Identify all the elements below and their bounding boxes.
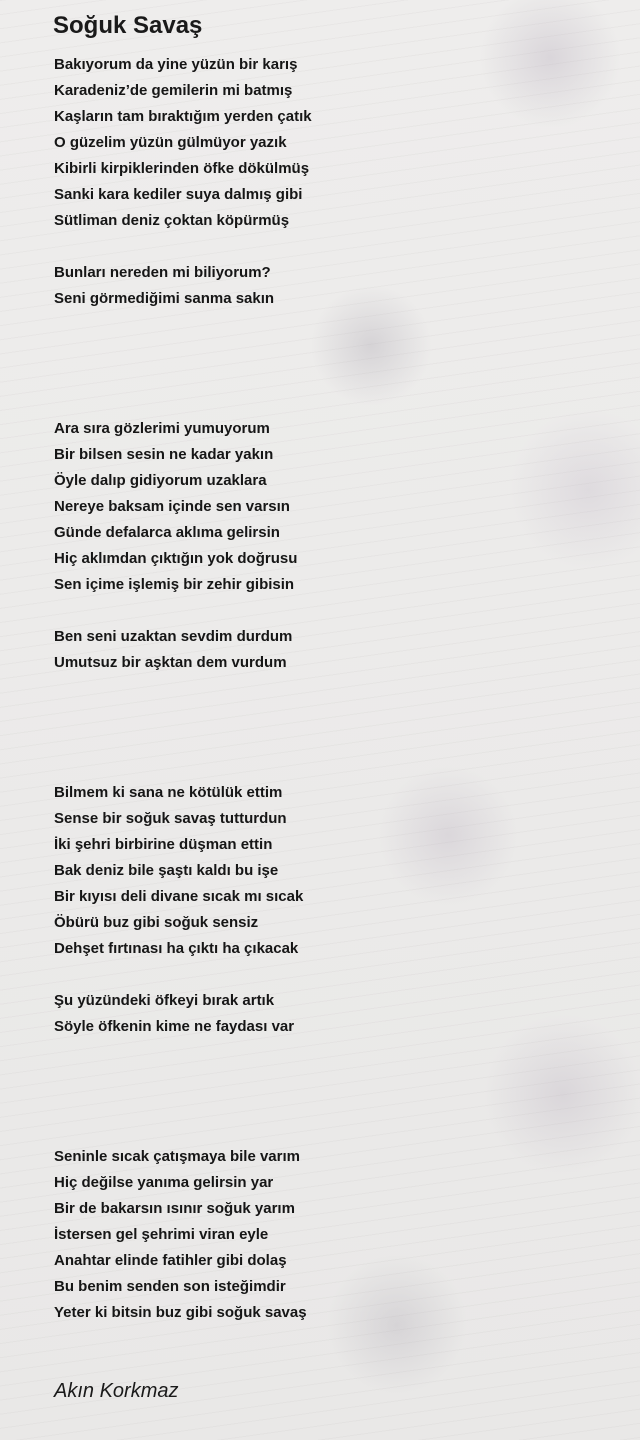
stanza <box>54 988 312 1040</box>
poem-line: Dehşet fırtınası ha çıktı ha çıkacak <box>54 940 299 957</box>
stanza-gap <box>54 234 312 260</box>
poem-line: Öyle dalıp gidiyorum uzaklara <box>54 472 267 489</box>
poem-line: Ara sıra gözlerimi yumuyorum <box>54 420 270 437</box>
poem-line: Bir kıyısı deli divane sıcak mı sıcak <box>54 888 304 905</box>
stanza <box>54 780 312 962</box>
poem-line: Bunları nereden mi biliyorum? <box>54 264 271 281</box>
stanza <box>54 416 312 598</box>
stanza-gap <box>54 962 312 988</box>
stanza <box>54 52 312 234</box>
poem-line: Kibirli kirpiklerinden öfke dökülmüş <box>54 160 310 177</box>
poem-line: O güzelim yüzün gülmüyor yazık <box>54 134 287 151</box>
poem-line: İstersen gel şehrimi viran eyle <box>54 1226 269 1243</box>
poem-author: Akın Korkmaz <box>54 1380 179 1402</box>
poem-body <box>54 52 312 1326</box>
stanza <box>54 1144 312 1326</box>
poem-line: Sanki kara kediler suya dalmış gibi <box>54 186 303 203</box>
poem-line: Bir de bakarsın ısınır soğuk yarım <box>54 1200 295 1217</box>
poem-line: Sen içime işlemiş bir zehir gibisin <box>54 576 295 593</box>
poem-line: Bir bilsen sesin ne kadar yakın <box>54 446 274 463</box>
poem-line: Söyle öfkenin kime ne faydası var <box>54 1018 295 1035</box>
section-gap <box>54 312 312 416</box>
poem-line: Hiç aklımdan çıktığın yok doğrusu <box>54 550 298 567</box>
poem-line: Karadeniz’de gemilerin mi batmış <box>54 82 293 99</box>
poem-line: Bak deniz bile şaştı kaldı bu işe <box>54 862 279 879</box>
section-gap <box>54 676 312 780</box>
stanza-gap <box>54 598 312 624</box>
poem-line: Kaşların tam bıraktığım yerden çatık <box>54 108 312 125</box>
poem-line: Umutsuz bir aşktan dem vurdum <box>54 654 287 671</box>
poem-line: Anahtar elinde fatihler gibi dolaş <box>54 1252 287 1269</box>
poem-line: Sütliman deniz çoktan köpürmüş <box>54 212 290 229</box>
poem-line: Nereye baksam içinde sen varsın <box>54 498 290 515</box>
poem-line: İki şehri birbirine düşman ettin <box>54 836 273 853</box>
poem-line: Bu benim senden son isteğimdir <box>54 1278 286 1295</box>
stanza <box>54 260 312 312</box>
poem-title: Soğuk Savaş <box>53 12 203 39</box>
poem-line: Bakıyorum da yine yüzün bir karış <box>54 56 298 73</box>
stanza <box>54 624 312 676</box>
poem-line: Öbürü buz gibi soğuk sensiz <box>54 914 259 931</box>
poem-line: Yeter ki bitsin buz gibi soğuk savaş <box>54 1304 307 1321</box>
section-gap <box>54 1040 312 1144</box>
poem-line: Şu yüzündeki öfkeyi bırak artık <box>54 992 275 1009</box>
poem-line: Günde defalarca aklıma gelirsin <box>54 524 280 541</box>
poem-line: Ben seni uzaktan sevdim durdum <box>54 628 293 645</box>
poem-line: Hiç değilse yanıma gelirsin yar <box>54 1174 274 1191</box>
poem-line: Sense bir soğuk savaş tutturdun <box>54 810 287 827</box>
poem-line: Seninle sıcak çatışmaya bile varım <box>54 1148 300 1165</box>
poem-line: Seni görmediğimi sanma sakın <box>54 290 275 307</box>
poem-line: Bilmem ki sana ne kötülük ettim <box>54 784 283 801</box>
